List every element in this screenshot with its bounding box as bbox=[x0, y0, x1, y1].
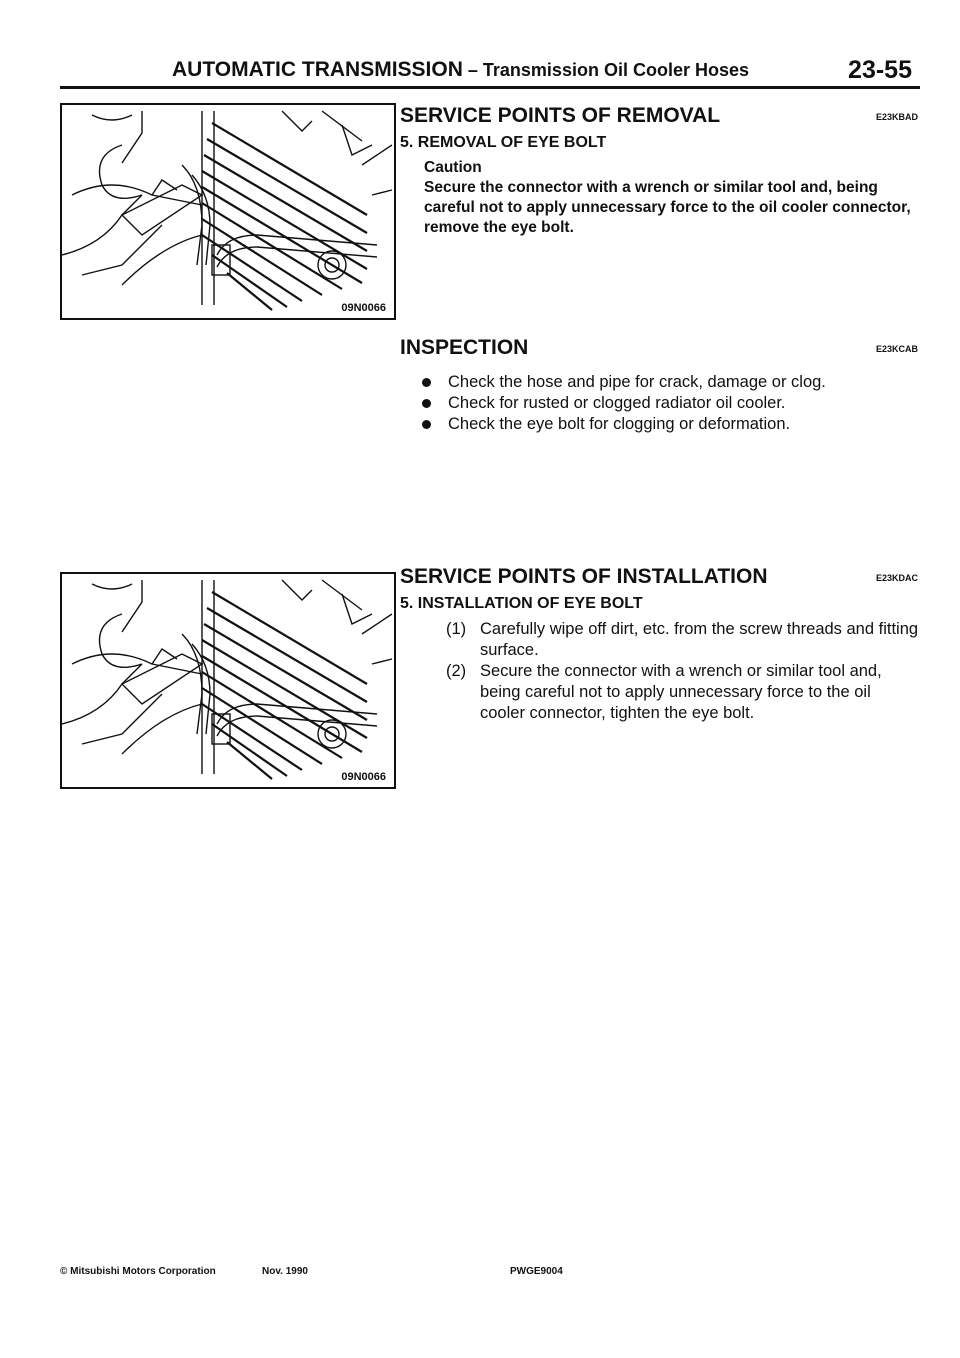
section-heading-text: INSPECTION bbox=[400, 336, 529, 359]
figure-label: 09N0066 bbox=[341, 302, 386, 314]
step-title: 5. REMOVAL OF EYE BOLT bbox=[400, 134, 607, 151]
header-title-main: AUTOMATIC TRANSMISSION bbox=[172, 58, 463, 81]
inspection-list bbox=[400, 372, 920, 435]
caution-title: Caution bbox=[424, 159, 482, 176]
header-title-sub: Transmission Oil Cooler Hoses bbox=[482, 60, 749, 80]
section-heading bbox=[400, 565, 920, 593]
header-title-separator: – bbox=[462, 60, 483, 80]
footer-date: Nov. 1990 bbox=[262, 1266, 308, 1277]
list-item bbox=[400, 619, 920, 661]
installation-steps bbox=[400, 619, 920, 724]
section-code: E23KDAC bbox=[875, 573, 918, 583]
section-installation bbox=[400, 565, 920, 724]
step-text: Carefully wipe off dirt, etc. from the screw threads and fitting surface. bbox=[480, 620, 919, 659]
caution-text: Secure the connector with a wrench or similar tool and, being careful not to apply unnecessary force to the oil cooler connector, remove the eye bolt. bbox=[424, 179, 911, 236]
section-heading bbox=[400, 336, 920, 364]
section-code: E23KCAB bbox=[875, 344, 918, 354]
footer-copyright: © Mitsubishi Motors Corporation bbox=[60, 1266, 216, 1277]
step-text: Secure the connector with a wrench or similar tool and, being careful not to apply unnecessary force to the oil cooler connector, tighten the eye bolt. bbox=[480, 662, 882, 722]
section-code: E23KBAD bbox=[875, 112, 918, 122]
caution-block bbox=[424, 158, 920, 238]
list-item bbox=[400, 661, 920, 724]
section-heading bbox=[400, 104, 920, 132]
section-inspection bbox=[400, 336, 920, 435]
section-heading-text: SERVICE POINTS OF INSTALLATION bbox=[400, 565, 768, 588]
list-item: Check for rusted or clogged radiator oil cooler. bbox=[400, 393, 920, 414]
section-heading-text: SERVICE POINTS OF REMOVAL bbox=[400, 104, 721, 127]
header-title bbox=[172, 58, 749, 82]
step-title: 5. INSTALLATION OF EYE BOLT bbox=[400, 595, 643, 612]
step-number: (2) bbox=[446, 662, 467, 680]
list-item: Check the hose and pipe for crack, damage or clog. bbox=[400, 372, 920, 393]
figure-label: 09N0066 bbox=[341, 771, 386, 783]
page-number: 23-55 bbox=[848, 56, 912, 84]
list-item: Check the eye bolt for clogging or deformation. bbox=[400, 414, 920, 435]
figure-installation bbox=[60, 572, 396, 789]
footer-doc-code: PWGE9004 bbox=[510, 1266, 563, 1277]
page-header bbox=[60, 56, 920, 89]
section-removal bbox=[400, 104, 920, 238]
oil-cooler-wrench-illustration bbox=[62, 574, 394, 787]
oil-cooler-wrench-illustration bbox=[62, 105, 394, 318]
figure-removal bbox=[60, 103, 396, 320]
step-number: (1) bbox=[446, 620, 467, 638]
